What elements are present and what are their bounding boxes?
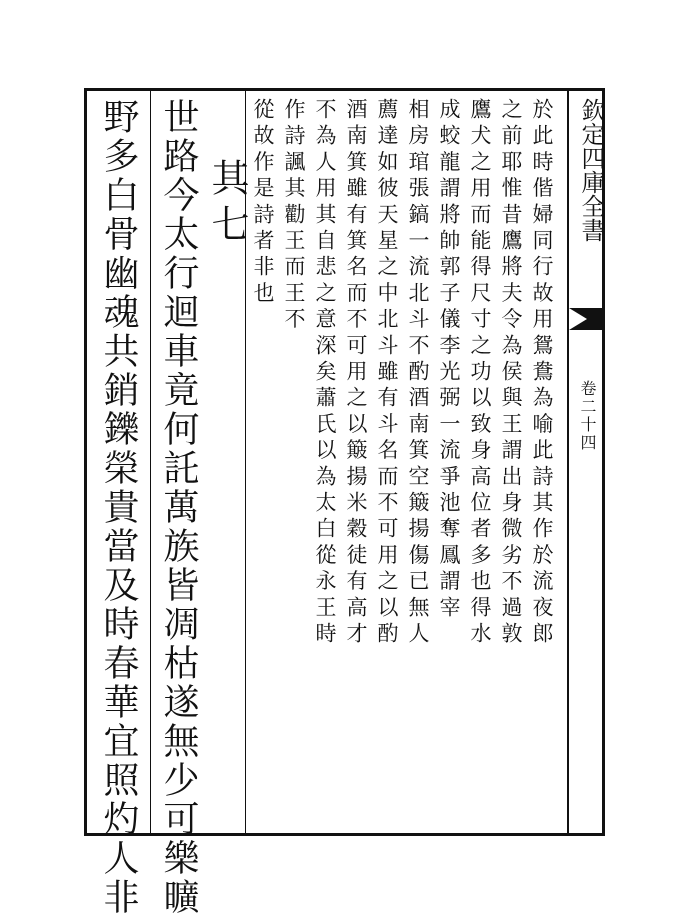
poem-column: 野多白骨幽魂共銷鑠榮貴當及時春華宜照灼人非 bbox=[98, 98, 139, 917]
poem-column: 世路今太行迴車竟何託萬族皆凋枯遂無少可樂曠 bbox=[158, 98, 199, 917]
fish-tail-mark-icon bbox=[567, 300, 605, 338]
section-heading: 其七 bbox=[205, 158, 249, 250]
commentary-column: 酒南箕雖有箕名而不可用之以簸揚米穀徒有高才 bbox=[344, 98, 368, 649]
commentary-column: 之前耶惟昔鷹將夫令為侯與王謂出身微劣不過敦 bbox=[499, 98, 523, 649]
commentary-column: 從故作是詩者非也 bbox=[251, 98, 275, 308]
commentary-column: 相房琯張鎬一流北斗不酌酒南箕空簸揚傷已無人 bbox=[406, 98, 430, 649]
book-title: 欽定四庫全書 bbox=[577, 98, 605, 242]
commentary-column: 作詩諷其勸王而王不 bbox=[282, 98, 306, 334]
commentary-column: 薦達如彼天星之中北斗雖有斗名而不可用之以酌 bbox=[375, 98, 399, 649]
commentary-column: 鷹犬之用而能得尺寸之功以致身高位者多也得水 bbox=[468, 98, 492, 649]
volume-label: 卷二十四 bbox=[578, 380, 597, 452]
commentary-column: 不為人用其自悲之意深矣蕭氏以為太白從永王時 bbox=[313, 98, 337, 649]
commentary-column: 成蛟龍謂將帥郭子儀李光弼一流爭池奪鳳謂宰 bbox=[437, 98, 461, 622]
commentary-column: 於此時偕婦同行故用鴛鴦為喻此詩其作於流夜郎 bbox=[530, 98, 554, 649]
column-rule bbox=[150, 88, 151, 836]
